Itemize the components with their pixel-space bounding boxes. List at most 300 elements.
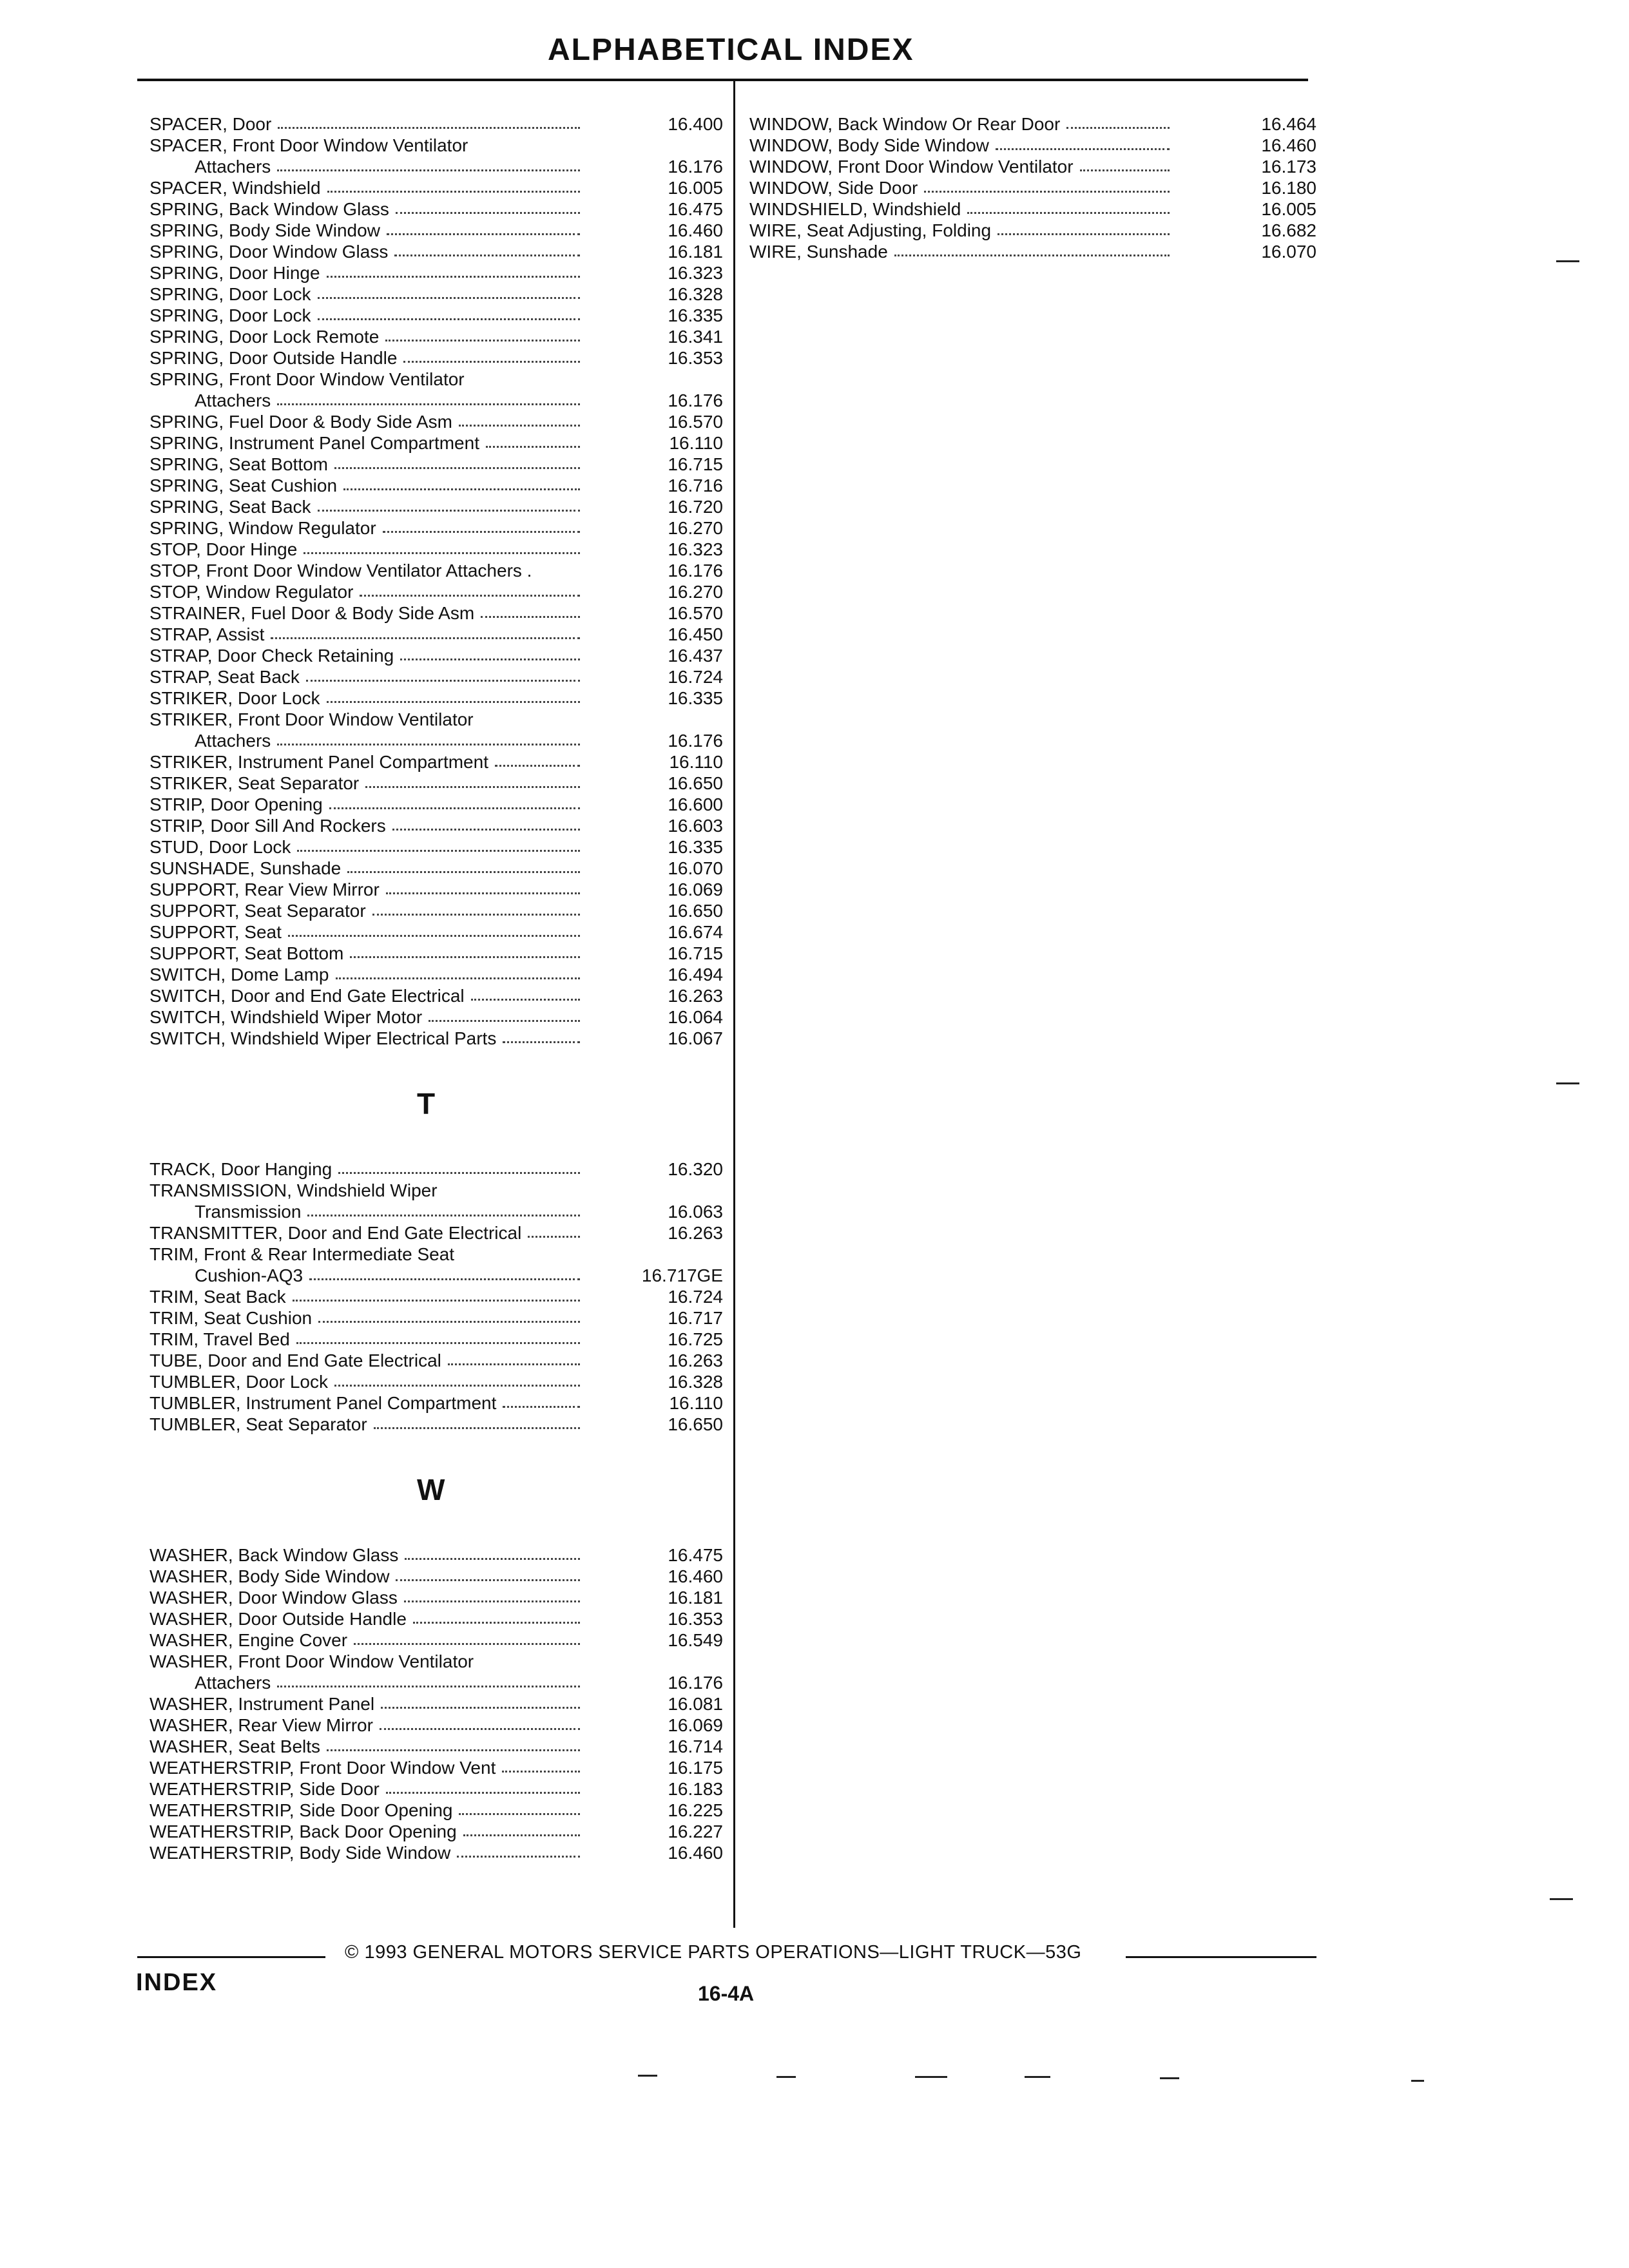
entry-label: SUPPORT, Seat Separator	[149, 901, 366, 921]
index-entry	[149, 794, 723, 815]
entry-reference: 16.600	[668, 794, 723, 814]
entry-label: WIRE, Seat Adjusting, Folding	[749, 220, 992, 240]
entry-label-continued: Attachers	[195, 157, 271, 177]
entry-label: TRIM, Travel Bed	[149, 1329, 290, 1349]
entry-label: WEATHERSTRIP, Back Door Opening	[149, 1821, 457, 1841]
dot-leader	[538, 572, 580, 575]
entry-label: TRANSMITTER, Door and End Gate Electrical	[149, 1223, 522, 1243]
index-entry	[149, 1028, 723, 1049]
dot-leader	[457, 1852, 580, 1858]
index-entry	[149, 1693, 723, 1715]
dot-leader	[400, 655, 580, 660]
index-entry	[149, 1842, 723, 1863]
dot-leader	[381, 1703, 580, 1709]
dot-leader	[277, 399, 580, 405]
entry-reference: 16.549	[668, 1630, 723, 1650]
dot-leader	[327, 187, 580, 193]
dot-leader	[396, 208, 580, 214]
index-entry	[149, 113, 723, 135]
index-entry	[149, 709, 723, 751]
entry-reference: 16.263	[668, 986, 723, 1006]
index-entry	[749, 113, 1316, 135]
index-column-right	[749, 113, 1316, 262]
index-entry	[149, 964, 723, 985]
dot-leader	[380, 1724, 580, 1730]
entry-label: STOP, Door Hinge	[149, 539, 298, 559]
entry-reference: 16.720	[668, 497, 723, 517]
dot-leader	[481, 612, 580, 618]
dot-leader	[396, 1575, 580, 1581]
entry-reference: 16.341	[668, 327, 723, 347]
entry-label: SUPPORT, Seat	[149, 922, 282, 942]
index-entry	[149, 539, 723, 560]
entry-label-continued: Attachers	[195, 731, 271, 751]
entry-label: TUMBLER, Door Lock	[149, 1372, 328, 1392]
scan-mark	[638, 2075, 657, 2077]
index-entry	[149, 262, 723, 284]
entry-reference: 16.335	[668, 688, 723, 708]
index-entry	[149, 645, 723, 666]
dot-leader	[387, 229, 580, 235]
dot-leader	[271, 633, 580, 639]
entry-label: STRAP, Door Check Retaining	[149, 646, 394, 666]
dot-leader	[336, 974, 581, 979]
entry-label: SPRING, Door Lock Remote	[149, 327, 380, 347]
dot-leader	[318, 293, 580, 299]
entry-reference: 16.714	[668, 1736, 723, 1756]
entry-label: SPRING, Fuel Door & Body Side Asm	[149, 412, 452, 432]
dot-leader	[924, 187, 1170, 193]
index-entry	[149, 1715, 723, 1736]
index-entry	[149, 177, 723, 198]
entry-reference: 16.225	[668, 1800, 723, 1820]
entry-reference: 16.227	[668, 1821, 723, 1841]
entry-reference: 16.335	[668, 305, 723, 325]
t-entry-list	[149, 1158, 723, 1435]
scan-mark	[1556, 1082, 1579, 1084]
entry-label: SWITCH, Windshield Wiper Motor	[149, 1007, 423, 1027]
dot-leader	[277, 1682, 580, 1687]
entry-reference: 16.717GE	[641, 1265, 723, 1285]
dot-leader	[403, 357, 580, 363]
entry-label: WINDOW, Side Door	[749, 178, 918, 198]
index-entry	[149, 454, 723, 475]
index-entry	[749, 135, 1316, 156]
entry-reference: 16.603	[668, 816, 723, 836]
entry-reference: 16.328	[668, 1372, 723, 1392]
page-title: ALPHABETICAL INDEX	[548, 33, 914, 67]
entry-reference: 16.475	[668, 199, 723, 219]
entry-reference: 16.650	[668, 773, 723, 793]
dot-leader	[385, 336, 580, 341]
entry-reference: 16.176	[668, 390, 723, 410]
dot-leader	[296, 1338, 580, 1344]
footer-rule-left	[137, 1956, 325, 1958]
entry-label: WASHER, Seat Belts	[149, 1736, 321, 1756]
entry-label-continued: Transmission	[195, 1202, 302, 1222]
index-entry	[149, 602, 723, 624]
index-column-left	[149, 113, 723, 1863]
entry-reference: 16.181	[668, 242, 723, 262]
entry-reference: 16.175	[668, 1758, 723, 1778]
dot-leader	[338, 1168, 580, 1174]
entry-label: SPRING, Window Regulator	[149, 518, 376, 538]
entry-reference: 16.475	[668, 1545, 723, 1565]
entry-label-continued: Attachers	[195, 390, 271, 410]
entry-reference: 16.323	[668, 539, 723, 559]
entry-label: STRIKER, Instrument Panel Compartment	[149, 752, 488, 772]
dot-leader	[998, 229, 1170, 235]
dot-leader	[383, 527, 580, 533]
index-entry	[149, 1329, 723, 1350]
entry-label: WIRE, Sunshade	[749, 242, 888, 262]
entry-label: SPRING, Seat Bottom	[149, 454, 328, 474]
entry-reference: 16.180	[1261, 178, 1316, 198]
entry-label: TUBE, Door and End Gate Electrical	[149, 1350, 441, 1370]
dot-leader	[347, 867, 580, 873]
entry-label: WEATHERSTRIP, Front Door Window Vent	[149, 1758, 496, 1778]
entry-reference: 16.335	[668, 837, 723, 857]
dot-leader	[293, 1296, 580, 1302]
dot-leader	[463, 1831, 580, 1836]
entry-reference: 16.460	[668, 1566, 723, 1586]
entry-reference: 16.328	[668, 284, 723, 304]
index-entry	[149, 943, 723, 964]
index-entry	[149, 1736, 723, 1757]
entry-label: SUPPORT, Seat Bottom	[149, 943, 344, 963]
index-entry	[149, 347, 723, 369]
scan-mark	[1556, 260, 1579, 262]
entry-label: STRIKER, Front Door Window Ventilator	[149, 709, 474, 729]
entry-reference: 16.323	[668, 263, 723, 283]
dot-leader	[372, 910, 580, 916]
entry-label: TRACK, Door Hanging	[149, 1159, 333, 1179]
dot-leader	[350, 952, 580, 958]
entry-reference: 16.464	[1261, 114, 1316, 134]
scan-mark	[776, 2076, 796, 2078]
index-entry	[149, 1544, 723, 1566]
index-entry	[149, 1222, 723, 1244]
entry-label: STRIP, Door Sill And Rockers	[149, 816, 386, 836]
section-heading-t: T	[417, 1087, 436, 1120]
entry-label: SPRING, Door Hinge	[149, 263, 320, 283]
dot-leader	[502, 1767, 580, 1773]
entry-label: STOP, Window Regulator	[149, 582, 354, 602]
entry-reference: 16.181	[668, 1588, 723, 1608]
entry-reference: 16.353	[668, 1609, 723, 1629]
entry-label: SUPPORT, Rear View Mirror	[149, 879, 380, 899]
entry-reference: 16.270	[668, 582, 723, 602]
entry-label: SUNSHADE, Sunshade	[149, 858, 342, 878]
entry-label: WINDSHIELD, Windshield	[749, 199, 961, 219]
entry-label: STUD, Door Lock	[149, 837, 291, 857]
entry-reference: 16.081	[668, 1694, 723, 1714]
entry-label: STRIKER, Door Lock	[149, 688, 320, 708]
index-entry	[749, 156, 1316, 177]
index-entry	[149, 1566, 723, 1587]
dot-leader	[471, 995, 580, 1001]
index-entry	[749, 241, 1316, 262]
dot-leader	[334, 463, 580, 469]
dot-leader	[277, 740, 580, 745]
entry-reference: 16.067	[668, 1028, 723, 1048]
entry-label: SPACER, Door	[149, 114, 272, 134]
index-entry	[749, 220, 1316, 241]
entry-reference: 16.064	[668, 1007, 723, 1027]
index-entry	[149, 624, 723, 645]
entry-label: TUMBLER, Seat Separator	[149, 1414, 367, 1434]
dot-leader	[334, 1381, 580, 1387]
scan-mark	[915, 2076, 947, 2078]
dot-leader	[894, 251, 1170, 256]
index-entry	[149, 1821, 723, 1842]
index-entry	[149, 220, 723, 241]
index-entry	[149, 241, 723, 262]
index-entry	[149, 1414, 723, 1435]
dot-leader	[528, 1232, 580, 1238]
entry-label: WASHER, Door Outside Handle	[149, 1609, 407, 1629]
entry-reference: 16.716	[668, 476, 723, 495]
w-entry-list	[149, 1544, 723, 1863]
index-entry	[149, 1286, 723, 1307]
entry-reference: 16.460	[668, 220, 723, 240]
entry-label: WEATHERSTRIP, Side Door Opening	[149, 1800, 453, 1820]
index-entry	[149, 666, 723, 687]
entry-reference: 16.353	[668, 348, 723, 368]
index-entry	[149, 687, 723, 709]
entry-label: SPRING, Back Window Glass	[149, 199, 389, 219]
index-entry	[149, 517, 723, 539]
index-entry	[149, 921, 723, 943]
dot-leader	[386, 1788, 580, 1794]
dot-leader	[996, 144, 1170, 150]
entry-label: STRAP, Seat Back	[149, 667, 300, 687]
entry-label-continued: Cushion-AQ3	[195, 1265, 304, 1285]
entry-label: WASHER, Door Window Glass	[149, 1588, 398, 1608]
entry-label: SPRING, Door Outside Handle	[149, 348, 398, 368]
dot-leader	[503, 1037, 580, 1043]
column-divider	[733, 79, 735, 1928]
entry-reference: 16.494	[668, 965, 723, 985]
dot-leader	[967, 208, 1170, 214]
copyright-text: 1993 GENERAL MOTORS SERVICE PARTS OPERATIONS—LIGHT TRUCK—53G	[364, 1942, 1082, 1963]
index-entry	[149, 411, 723, 432]
index-entry	[149, 369, 723, 411]
scan-mark	[1025, 2076, 1050, 2078]
index-entry	[149, 1608, 723, 1629]
entry-reference: 16.320	[668, 1159, 723, 1179]
dot-leader	[365, 782, 580, 788]
dot-leader	[288, 931, 580, 937]
dot-leader	[429, 1016, 580, 1022]
entry-label: STRAP, Assist	[149, 624, 265, 644]
entry-reference: 16.270	[668, 518, 723, 538]
dot-leader	[404, 1597, 580, 1602]
index-entry	[149, 198, 723, 220]
section-heading-w: W	[417, 1473, 445, 1506]
dot-leader	[278, 123, 580, 129]
dot-leader	[297, 846, 580, 852]
entry-label: SPRING, Front Door Window Ventilator	[149, 369, 465, 389]
entry-reference: 16.005	[668, 178, 723, 198]
entry-label: WINDOW, Body Side Window	[749, 135, 989, 155]
entry-label: SPRING, Body Side Window	[149, 220, 380, 240]
entry-label: WINDOW, Front Door Window Ventilator	[749, 157, 1074, 177]
entry-reference: 16.715	[668, 454, 723, 474]
dot-leader	[405, 1554, 580, 1560]
index-entry	[749, 177, 1316, 198]
index-entry	[149, 1006, 723, 1028]
entry-reference: 16.110	[669, 433, 723, 453]
dot-leader	[307, 1211, 580, 1216]
entry-label: WASHER, Body Side Window	[149, 1566, 390, 1586]
entry-label: TRANSMISSION, Windshield Wiper	[149, 1180, 438, 1200]
entry-reference: 16.176	[668, 561, 723, 581]
entry-label: WASHER, Back Window Glass	[149, 1545, 399, 1565]
scan-mark	[1160, 2077, 1179, 2079]
entry-label: STRAINER, Fuel Door & Body Side Asm	[149, 603, 475, 623]
entry-reference: 16.070	[668, 858, 723, 878]
copyright-symbol: ©	[345, 1942, 359, 1963]
entry-reference: 16.460	[668, 1843, 723, 1863]
entry-label: SPRING, Door Lock	[149, 305, 311, 325]
entry-reference: 16.724	[668, 667, 723, 687]
page-number: 16-4A	[698, 1982, 755, 2005]
dot-leader	[329, 803, 580, 809]
index-entry	[149, 135, 723, 177]
entry-label: TRIM, Seat Cushion	[149, 1308, 313, 1328]
index-entry	[149, 751, 723, 773]
entry-reference: 16.437	[668, 646, 723, 666]
dot-leader	[503, 1402, 580, 1408]
index-entry	[149, 475, 723, 496]
entry-reference: 16.173	[1261, 157, 1316, 177]
entry-reference: 16.682	[1261, 220, 1316, 240]
dot-leader	[459, 1809, 580, 1815]
entry-reference: 16.069	[668, 1715, 723, 1735]
w-entry-list-continued	[749, 113, 1316, 262]
index-entry	[749, 198, 1316, 220]
index-entry	[149, 1158, 723, 1180]
entry-label: WASHER, Front Door Window Ventilator	[149, 1651, 474, 1671]
entry-reference: 16.005	[1261, 199, 1316, 219]
index-entry	[149, 1350, 723, 1371]
index-entry	[149, 773, 723, 794]
dot-leader	[327, 697, 580, 703]
s-entry-list	[149, 113, 723, 1049]
entry-label: SPRING, Door Window Glass	[149, 242, 389, 262]
dot-leader	[374, 1423, 580, 1429]
index-entry	[149, 1371, 723, 1392]
dot-leader	[343, 485, 580, 490]
dot-leader	[327, 272, 580, 278]
footer-copyright	[345, 1942, 1081, 1963]
entry-label: STRIP, Door Opening	[149, 794, 323, 814]
header-rule	[137, 79, 1308, 81]
index-entry	[149, 560, 723, 581]
index-entry	[149, 1778, 723, 1800]
dot-leader	[413, 1618, 580, 1624]
entry-reference: 16.725	[668, 1329, 723, 1349]
entry-label: WASHER, Engine Cover	[149, 1630, 348, 1650]
scan-mark	[1411, 2080, 1424, 2082]
index-entry	[149, 284, 723, 305]
index-entry	[149, 815, 723, 836]
entry-label: STOP, Front Door Window Ventilator Attachers .	[149, 561, 532, 581]
index-entry	[149, 985, 723, 1006]
entry-reference: 16.110	[669, 752, 723, 772]
dot-leader	[486, 442, 580, 448]
entry-label: STRIKER, Seat Separator	[149, 773, 360, 793]
dot-leader	[318, 1317, 580, 1323]
entry-reference: 16.460	[1261, 135, 1316, 155]
dot-leader	[360, 591, 580, 597]
index-entry	[149, 1180, 723, 1222]
entry-label: WEATHERSTRIP, Side Door	[149, 1779, 380, 1799]
dot-leader	[1080, 166, 1170, 171]
entry-label: SPRING, Instrument Panel Compartment	[149, 433, 479, 453]
entry-label: SPRING, Seat Cushion	[149, 476, 338, 495]
index-entry	[149, 858, 723, 879]
entry-label: TRIM, Front & Rear Intermediate Seat	[149, 1244, 455, 1264]
dot-leader	[392, 825, 580, 831]
index-entry	[149, 1244, 723, 1286]
index-entry	[149, 305, 723, 326]
entry-reference: 16.176	[668, 157, 723, 177]
footer-rule-right	[1126, 1956, 1316, 1958]
entry-reference: 16.724	[668, 1287, 723, 1307]
dot-leader	[306, 676, 580, 682]
dot-leader	[1066, 123, 1170, 129]
dot-leader	[459, 421, 580, 427]
entry-label: TUMBLER, Instrument Panel Compartment	[149, 1393, 497, 1413]
entry-label: SWITCH, Dome Lamp	[149, 965, 329, 985]
dot-leader	[394, 251, 580, 256]
entry-label: WASHER, Instrument Panel	[149, 1694, 375, 1714]
entry-reference: 16.110	[669, 1393, 723, 1413]
entry-reference: 16.176	[668, 731, 723, 751]
scan-mark	[1550, 1898, 1573, 1900]
entry-reference: 16.183	[668, 1779, 723, 1799]
index-entry	[149, 496, 723, 517]
entry-reference: 16.263	[668, 1223, 723, 1243]
entry-reference: 16.450	[668, 624, 723, 644]
entry-label: SWITCH, Door and End Gate Electrical	[149, 986, 465, 1006]
index-entry	[149, 326, 723, 347]
entry-label: TRIM, Seat Back	[149, 1287, 286, 1307]
entry-reference: 16.176	[668, 1673, 723, 1693]
footer-section-label: INDEX	[136, 1969, 218, 1996]
entry-label: WEATHERSTRIP, Body Side Window	[149, 1843, 451, 1863]
entry-reference: 16.715	[668, 943, 723, 963]
entry-label: WINDOW, Back Window Or Rear Door	[749, 114, 1061, 134]
index-entry	[149, 836, 723, 858]
entry-reference: 16.069	[668, 879, 723, 899]
index-entry	[149, 1307, 723, 1329]
index-entry	[149, 879, 723, 900]
entry-label: SPACER, Front Door Window Ventilator	[149, 135, 468, 155]
entry-label: SWITCH, Windshield Wiper Electrical Parts	[149, 1028, 497, 1048]
entry-reference: 16.674	[668, 922, 723, 942]
index-entry	[149, 1587, 723, 1608]
index-entry	[149, 581, 723, 602]
entry-reference: 16.570	[668, 603, 723, 623]
entry-reference: 16.063	[668, 1202, 723, 1222]
index-entry	[149, 432, 723, 454]
entry-label: SPRING, Seat Back	[149, 497, 311, 517]
entry-reference: 16.717	[668, 1308, 723, 1328]
entry-label: WASHER, Rear View Mirror	[149, 1715, 373, 1735]
